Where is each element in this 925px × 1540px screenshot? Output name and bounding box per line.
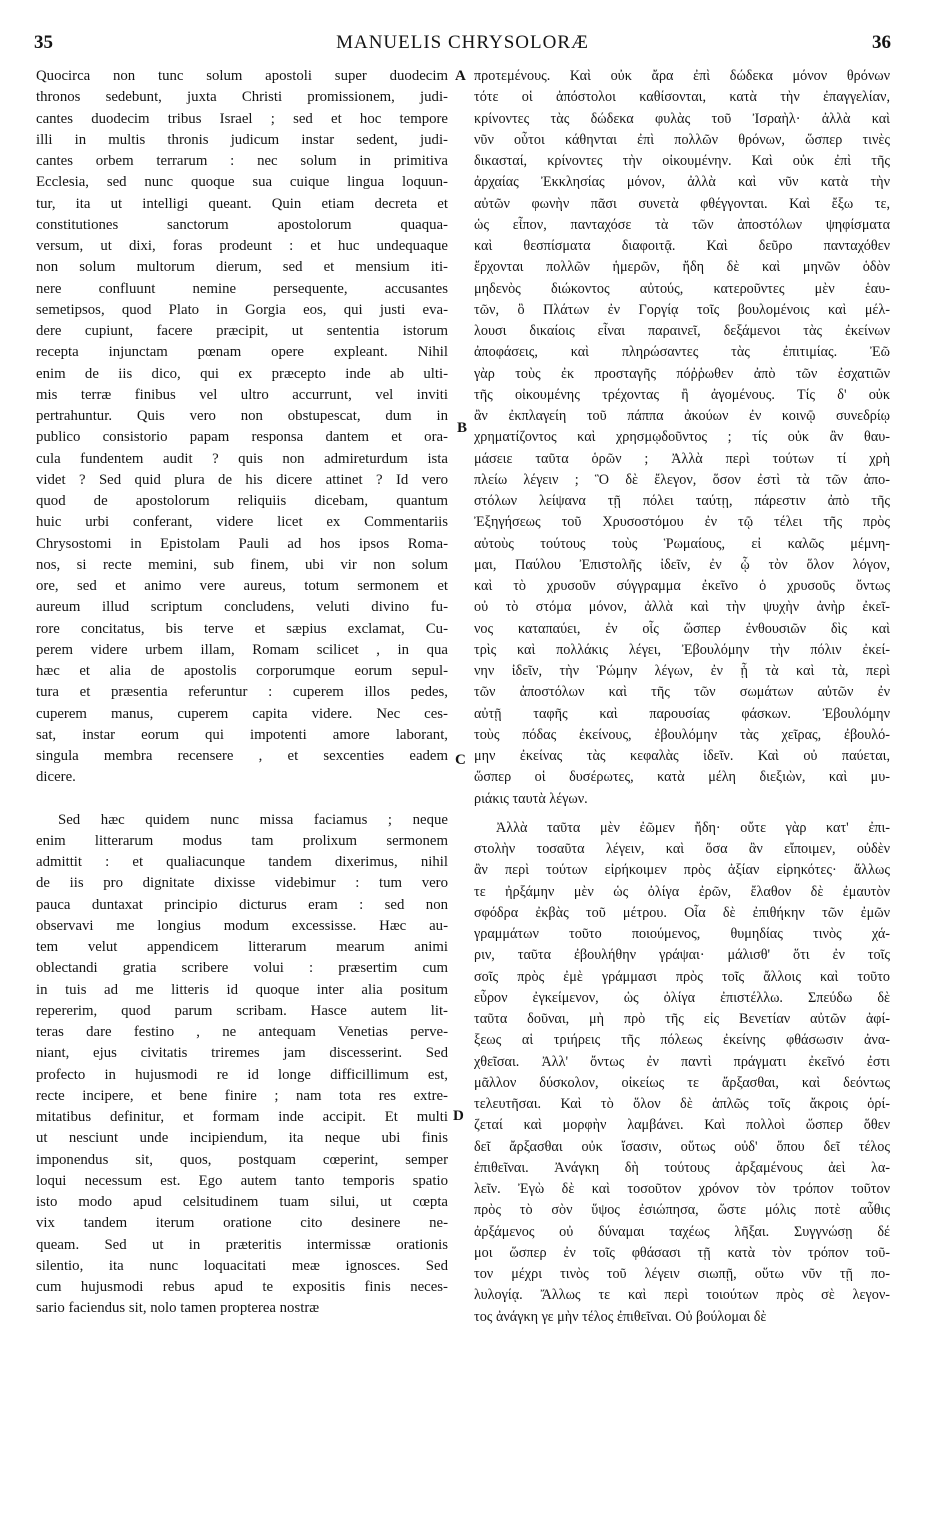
greek-text-line: τελευτῆσαι. Καὶ τὸ ὅλον δὲ ἁπλῶς τοῖς ἄκροις ὁρί-	[474, 1096, 890, 1112]
latin-text-line: in tuis ad me litteris id quoque inter alia positum	[36, 981, 448, 998]
latin-text-line: versum, ut dixi, foras prodeunt : et huc undequaque	[36, 238, 448, 254]
greek-text-line: γραμμάτων τοῦτο ποιούμενος, θυμηδίας τινὸς χά-	[474, 926, 890, 942]
latin-text-line: dicere.	[36, 769, 76, 786]
latin-text-line: rore concitatus, bis terve et sæpius exclamat, Cu-	[36, 620, 448, 637]
greek-text-line: λεῖν. Ἐγὼ δὲ καὶ τοσοῦτον χρόνον τὸν τρόπον τοῦτον	[474, 1181, 890, 1197]
greek-text-line: ζεταί καὶ μορφὴν λαμβάνει. Καὶ πολλοὶ ὥσπερ ὅθεν	[474, 1117, 890, 1134]
latin-text-line: observavi me longius modum excessisse. Hæc au-	[36, 917, 448, 934]
margin-marker-b: B	[457, 420, 468, 436]
latin-text-line: Chrysostomi in Epistolam Pauli ad hos ipsos Roma-	[36, 535, 448, 552]
latin-text-line: sat, instar eorum qui impotenti amore laborant,	[36, 726, 448, 743]
latin-text-line: nere confluunt nemine persequente, accusantes	[36, 280, 448, 297]
greek-text-line: τε ἠρξάμην μὲν ὡς ὀλίγα ἐρῶν, ἔλαθον δὲ ἐμαυτὸν	[474, 883, 890, 900]
greek-text-line: τῶν ἀποστόλων καὶ τῆς τῶν σωμάτων αὐτῶν ἐν	[474, 684, 890, 701]
latin-text-line: illi in multis thronis judicum instar sedent, judi-	[36, 131, 448, 148]
latin-text-line: Ecclesia, sed nunc quoque sua cuique lingua loquun-	[36, 174, 448, 191]
greek-text-line: καὶ τὸ χρυσοῦν σύγγραμμα ἐκεῖνο ὁ χρυσοῦς ὄντως	[474, 578, 890, 594]
margin-marker-d: D	[453, 1108, 464, 1124]
latin-text-line: huic urbi conferant, videre licet ex Commentariis	[36, 514, 448, 531]
greek-text-line: χρηματίζοντος καὶ χρησμῳδοῦντος ; τίς οὐκ ἂν θαυ-	[474, 429, 890, 446]
greek-text-line: ὥσπερ οἱ δυσέρωτες, κατὰ μέλη διεξιὼν, καὶ μυ-	[474, 769, 890, 786]
margin-marker-a: A	[455, 68, 466, 84]
latin-text-line: oblectandi gratia scribere volui : præsertim cum	[36, 960, 448, 977]
right-page-number: 36	[872, 32, 891, 53]
greek-text-line: μαι, Παύλου Ἐπιστολῆς ἰδεῖν, ἐν ᾧ τὸν ὅλον λόγον,	[474, 556, 890, 573]
greek-text-line: στόλων λείψανα τῇ πόλει ταύτῃ, πάρεστιν ἀπὸ τῆς	[474, 493, 890, 509]
running-title: MANUELIS CHRYSOLORÆ	[336, 32, 589, 53]
latin-text-line: enim de iis dico, qui ex præcepto inde ab ulti-	[36, 365, 448, 382]
latin-text-line: Quocirca non tunc solum apostoli super duodecim	[36, 68, 448, 84]
greek-text-line: τρὶς καὶ πολλάκις λέγει, Ἐβουλόμην τὴν πόλιν ἐκεί-	[474, 641, 890, 658]
greek-text-line: αὐτοὺς τούτους τοὺς Ῥωμαίους, εἰ καλῶς μέμνη-	[474, 535, 890, 552]
greek-text-line: πρὸς τὸ σὸν ὕψος ἐσιώπησα, ὥστε μόλις ποτὲ αὖθις	[474, 1202, 890, 1219]
greek-text-line: χθεῖσαι. Ἀλλ' ὄντως ἐν παντὶ πράγματι ἐκεῖνό ἐστι	[474, 1053, 890, 1070]
greek-text-line: εὗρον ἐγκείμενον, ὡς ὀλίγα ἐπιστέλλω. Σπεύδω δὲ	[474, 989, 890, 1006]
latin-text-line: pertrahuntur. Quis vero non obstupescat, dum in	[36, 408, 448, 424]
greek-text-line: τότε οἱ ἀπόστολοι καθίσονται, κατὰ τὴν ἐπαγγελίαν,	[474, 89, 890, 106]
greek-text-line: νην ἰδεῖν, τὴν Ῥώμην λέγων, ἐν ᾗ τὰ καὶ τὰ, περὶ	[474, 663, 890, 679]
latin-text-line: mis terræ finibus vel ultro accurrunt, vel inviti	[36, 386, 448, 403]
greek-paragraph	[474, 66, 890, 810]
latin-text-line: tura et præsentia referuntur : cuperem illos pedes,	[36, 684, 448, 701]
latin-text-line: cantes orbem terrarum : nec solum in primitiva	[36, 153, 448, 169]
left-page-number: 35	[34, 32, 53, 53]
greek-text-line: λουσι δικαίοις εἶναι παραινεῖ, δεξάμενοι τὰς ἐκείνων	[474, 323, 890, 339]
latin-text-line: Sed hæc quidem nunc missa faciamus ; neque	[58, 811, 448, 828]
greek-text-line: καὶ θεσπίσματα διαφοιτᾷ. Καὶ δεῦρο πανταχόθεν	[474, 238, 890, 254]
latin-text-line: semetipsos, quod Plato in Gorgia eos, qui justi eva-	[36, 301, 448, 318]
greek-text-line: ἐπιθεῖναι. Ἀνάγκη δὴ τούτους ἀρξαμένους ἀεὶ λα-	[474, 1159, 890, 1176]
greek-text-line: στολὴν τοσαῦτα λέγειν, καὶ ὅσα ἂν εἴποιμεν, οὐδὲν	[474, 841, 890, 857]
latin-text-line: videt ? Sed quid plura de his dicere attinet ? Id vero	[36, 471, 448, 488]
greek-text-line: προτεμένους. Καὶ οὐκ ἄρα ἐπὶ δώδεκα μόνον θρόνων	[474, 68, 890, 84]
latin-text-line: repererim, quod parum scribam. Hasce autem lit-	[36, 1002, 448, 1019]
greek-text-line: δεῖ ἄρξασθαι οὐκ ἴσασιν, οὕτως οὐδ' ὅπου δεῖ τέλος	[474, 1138, 890, 1155]
latin-text-line: tur, ita ut intelligi queant. Quin etiam decreta et	[36, 195, 448, 212]
latin-text-line: sario faciendus sit, nolo tamen propterea nostræ	[36, 1300, 320, 1317]
latin-text-line: silentio, ita nunc loquacitati meæ ignosces. Sed	[36, 1257, 448, 1274]
latin-text-line: perem videre urbem illam, Romam scilicet , in qua	[36, 641, 448, 658]
greek-text-line: μηδενὸς διώκοντος αὐτούς, κατεροῦντες μὲν ἑαυ-	[474, 280, 890, 297]
greek-text-line: ριν, ταῦτα ἐβουλήθην γράψαι· μάλισθ' ὅτι ἐν τοῖς	[474, 947, 890, 964]
greek-text-line: ἂν περὶ τούτων εἰρήκοιμεν πρὸς ἀξίαν εἰρηκότες· ἄλλως	[474, 862, 890, 879]
greek-text-line: τος ἀνάγκη γε μὴν τέλος ἐπιθεῖναι. Οὐ βούλομαι δὲ	[474, 1308, 767, 1325]
greek-paragraph	[474, 818, 890, 1328]
greek-text-line: ἀρξάμενος οὐ δύναμαι ταχέως λῆξαι. Συγγνώσῃ δέ	[474, 1223, 890, 1240]
greek-text-line: ἂν ἐκπλαγείη τοῦ πάππα ἀκούων ἐν κοινῷ συνεδρίῳ	[474, 408, 890, 424]
greek-text-line: ἔρχονται πολλῶν ἡμερῶν, ἤδη δὲ καὶ μηνῶν ὁδὸν	[474, 259, 890, 276]
latin-text-line: tem velut appendicem litterarum mearum animi	[36, 939, 448, 955]
latin-text-line: imponendus sit, quos, postquam cœperint, semper	[36, 1151, 448, 1168]
greek-text-line: σοῖς πρὸς ἐμὲ γράμμασι πρὸς τοῖς ἄλλοις καὶ τοῦτο	[474, 968, 890, 985]
latin-text-line: aureum illud scriptum concludens, veluti divino fu-	[36, 599, 448, 616]
latin-text-line: admittit : et qualiacunque tandem dixerimus, nihil	[36, 854, 448, 870]
latin-text-line: non solum multorum dierum, sed et mensium iti-	[36, 259, 448, 276]
greek-text-line: ἀποφάσεις, καὶ πληρώσαντες τὰς ἐπιτιμίας. Ἐῶ	[474, 344, 890, 361]
greek-text-line: ριάκις ταυτὰ λέγων.	[474, 790, 588, 807]
latin-text-line: publico consistorio papam responsa dantem et ora-	[36, 429, 448, 446]
latin-text-line: nos, si recte memini, sub finem, ubi vir non solum	[36, 556, 448, 573]
greek-text-line: ἀρχαίας Ἐκκλησίας μόνον, ἀλλὰ καὶ νῦν κατὰ τὴν	[474, 174, 890, 191]
greek-text-line: αὐτῶν φωνὴν πᾶσι συνετὰ φθέγγονται. Καὶ ἔξω τε,	[474, 195, 890, 212]
greek-text-line: τοὺς πόδας ἐκείνους, ἐβουλόμην τὰς χεῖρας, ἐβουλό-	[474, 726, 890, 743]
latin-text-line: profecto in hujusmodi re id longe difficillimum est,	[36, 1066, 448, 1083]
latin-text-line: ore, sed et animo vere aureus, totum sermonem et	[36, 578, 448, 594]
latin-text-line: constitutiones sanctorum apostolorum quaqua-	[36, 216, 448, 233]
latin-text-line: mitatibus definitur, et formam inde accipit. Et multi	[36, 1109, 448, 1125]
paragraph-gap	[36, 789, 448, 810]
greek-text-line: σφόδρα ἐκβὰς τοῦ μέτρου. Οἷα δὲ ἐπιθήκην τῶν ἐμῶν	[474, 904, 890, 921]
latin-column	[36, 66, 448, 1320]
latin-text-line: isto modo apud celsitudinem tuam silui, ut cœpta	[36, 1194, 448, 1210]
latin-text-line: cuperem manus, cuperem capita videre. Nec ces-	[36, 705, 448, 722]
greek-column	[474, 66, 890, 1328]
latin-text-line: hæc et alia de apostolis corporumque eorum sepul-	[36, 663, 448, 679]
greek-text-line: κρίνοντες τὰς δώδεκα φυλὰς τοῦ Ἰσραὴλ· ἀλλὰ καὶ	[474, 110, 890, 127]
latin-text-line: enim litterarum modus tam prolixum sermonem	[36, 832, 448, 849]
greek-text-line: ξεως αἱ τριήρεις τῆς πόλεως ἐκείνης φθάσωσιν ἀνα-	[474, 1032, 890, 1049]
latin-text-line: niant, ejus civitatis triremes jam discesserint. Sed	[36, 1045, 448, 1062]
latin-text-line: recte incipere, et bene finire ; nam tota res extre-	[36, 1087, 448, 1104]
greek-text-line: δικασταί, κρίνοντες τὴν οἰκουμένην. Καὶ οὐκ ἐπὶ τῆς	[474, 153, 890, 169]
latin-text-line: cantes duodecim tribus Israel ; sed et hoc tempore	[36, 110, 448, 127]
latin-text-line: cum hujusmodi rebus apud te expositis finis neces-	[36, 1279, 448, 1295]
latin-text-line: pauca duntaxat principio dicturus eram : sed non	[36, 896, 448, 913]
latin-text-line: cula fundentem audit ? quis non admireturdum ista	[36, 450, 448, 467]
latin-text-line: teras dare festino , ne antequam Venetias perve-	[36, 1024, 448, 1040]
greek-text-line: Ἀλλὰ ταῦτα μὲν ἐῶμεν ἤδη· οὔτε γὰρ κατ' ἐπι-	[496, 819, 890, 836]
greek-text-line: νος καταπαύει, ἐν οἷς ὥσπερ ἐνθουσιῶν δὶς καὶ	[474, 620, 890, 637]
greek-text-line: γὰρ τοὺς ἐκ προσταγῆς πόῤῥωθεν ἀπὸ τῶν ἐσχατιῶν	[474, 365, 890, 382]
greek-text-line: μην ἐκείνας τὰς κεφαλὰς ἰδεῖν. Καὶ οὐ παύεται,	[474, 748, 890, 764]
greek-text-line: μοι ὥσπερ ἐν τοῖς φθάσασι τῇ κατὰ τὸν τρόπον τοῦ-	[474, 1244, 890, 1261]
greek-text-line: αὐτῇ ταφῆς καὶ παρουσίας φάσκων. Ἐβουλόμην	[474, 705, 890, 722]
greek-text-line: τῶν, ὃ Πλάτων ἐν Γοργίᾳ τοῖς βουλομένοις καὶ μέλ-	[474, 301, 890, 318]
latin-text-line: de iis pro dignitate dixisse videbimur : tum vero	[36, 875, 448, 892]
latin-text-line: queam. Sed ut in præteritis intermissæ orationis	[36, 1236, 448, 1253]
margin-marker-c: C	[455, 752, 466, 768]
latin-text-line: quod de apostolorum reliquiis dicebam, quantum	[36, 493, 448, 509]
greek-text-line: ταῦτα δοῦναι, μὴ πρὸ τῆς εἰς Βενετίαν αὐτῶν ἀφί-	[474, 1011, 890, 1027]
greek-text-line: οὐ τὸ στόμα μόνον, ἀλλὰ καὶ τὴν ψυχὴν ἀνὴρ ἐκεῖ-	[474, 599, 890, 616]
greek-text-line: νῦν οὗτοι κάθηνται ἐπὶ πολλῶν θρόνων, ὥσπερ τινὲς	[474, 131, 890, 148]
latin-text-line: vix tandem iterum oratione cito desinere ne-	[36, 1215, 448, 1232]
latin-text-line: loqui necessum est. Ego autem tanto temporis spatio	[36, 1172, 448, 1189]
greek-text-line: μᾶλλον δύσκολον, οἰκείως τε ἄρξασθαι, καὶ δεόντως	[474, 1074, 890, 1091]
latin-text-line: thronos sedebunt, juxta Christi promissionem, judi-	[36, 89, 448, 106]
latin-text-line: recepta injunctam pœnam opere expleant. Nihil	[36, 344, 448, 361]
greek-text-line: Ἐξηγήσεως τοῦ Χρυσοστόμου ἐν τῷ τέλει τῆς πρὸς	[474, 514, 890, 531]
latin-paragraph	[36, 66, 448, 789]
greek-text-line: ὡς εἶπον, πανταχόσε τὰ τῶν ἀποστόλων ψηφίσματα	[474, 216, 890, 233]
paragraph-gap	[474, 810, 890, 818]
greek-text-line: πλείω λέγειν ; Ὃ δὲ ἔλεγον, ὅσον ἐστὶ τὰ τῶν ἀπο-	[474, 471, 890, 488]
greek-text-line: τον μέχρι τινὸς τοῦ λέγειν σιωπῇ, οὕτω νῦν τῇ πο-	[474, 1266, 890, 1282]
greek-text-line: μάσειε ταῦτα ὁρῶν ; Ἀλλὰ περὶ τούτων τί χρὴ	[474, 450, 890, 467]
running-header	[30, 28, 895, 62]
latin-paragraph	[36, 810, 448, 1320]
greek-text-line: λυλογίᾳ. Ἄλλως τε καὶ περὶ τοιούτων πρὸς σὲ λεγον-	[474, 1287, 890, 1304]
latin-text-line: singula membra recensere , et sexcenties eadem	[36, 748, 448, 764]
latin-text-line: ut nesciunt unde incipiendum, ita neque ubi finis	[36, 1130, 448, 1147]
greek-text-line: τῆς οἰκουμένης τρέχοντας ἢ ἀγομένους. Τίς δ' οὐκ	[474, 386, 890, 403]
latin-text-line: dere cupiunt, facere præcipit, ut sententia istorum	[36, 323, 448, 339]
